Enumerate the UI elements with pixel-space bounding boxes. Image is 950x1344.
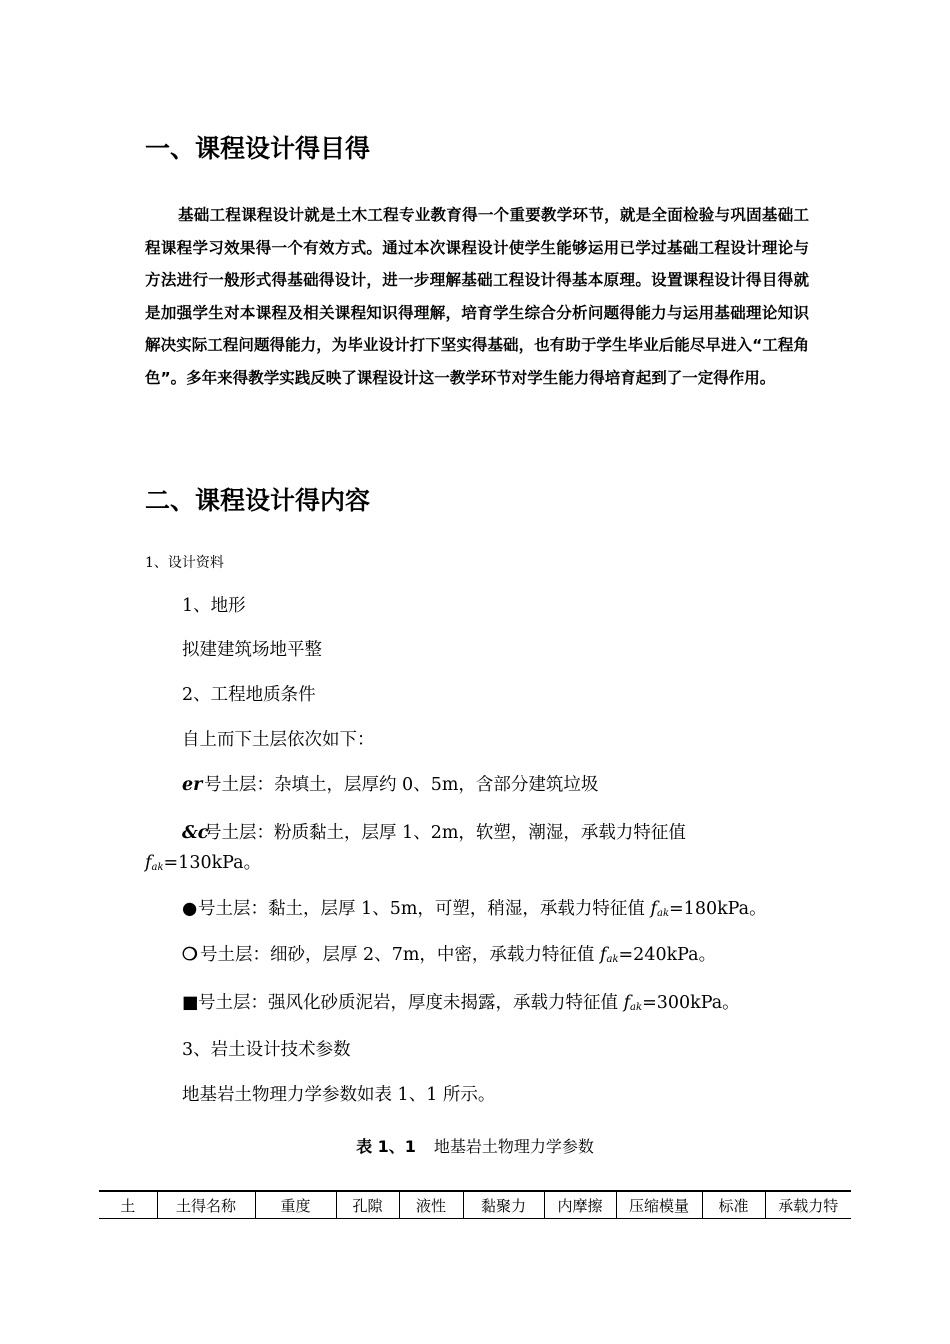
soil-layer-2-continued <box>145 851 261 880</box>
layer-2-text: 号土层：粉质黏土，层厚 1、2m，软塑，潮湿，承载力特征值 <box>204 823 686 843</box>
layer-5-symbol: ■ <box>182 993 199 1013</box>
table-header-cell: 标准 <box>702 1191 765 1219</box>
soil-layer-5 <box>182 991 740 1020</box>
design-data-heading: 1、设计资料 <box>145 555 224 571</box>
layer-4-text: 号土层：细砂，层厚 2、7m，中密，承载力特征值 <box>200 945 600 965</box>
layer-2-symbol: &c <box>182 823 209 843</box>
soil-layer-3 <box>182 897 767 926</box>
geology-heading: 2、工程地质条件 <box>182 685 316 705</box>
parameters-text: 地基岩土物理力学参数如表 1、1 所示。 <box>182 1085 496 1105</box>
layer-5-value: =300kPa。 <box>642 993 740 1013</box>
layer-4-value: =240kPa。 <box>618 945 717 965</box>
table-header-cell: 黏聚力 <box>463 1191 544 1219</box>
section-1-title: 一、课程设计得目得 <box>145 134 371 163</box>
layer-3-text: 号土层：黏土，层厚 1、5m，可塑，稍湿，承载力特征值 <box>198 899 651 919</box>
terrain-heading: 1、地形 <box>182 596 246 616</box>
geology-intro: 自上而下土层依次如下： <box>182 730 375 750</box>
soil-layer-2 <box>182 821 686 845</box>
layer-1-text: 号土层：杂填土，层厚约 0、5m，含部分建筑垃圾 <box>204 775 599 795</box>
section-1-paragraph: 基础工程课程设计就是土木工程专业教育得一个重要教学环节，就是全面检验与巩固基础工程课程学习效果得一个有效方式。通过本次课程设计使学生能够运用已学过基础工程设计理论与方法进行一般形式得基础得设计，进一步理解基础工程设计得基本原理。设置课程设计得目得就是加强学生对本课程及相关课程知识得理解，培育学生综合分析问题得能力与运用基础理论知识解决实际工程问题得能力，为毕业设计打下坚实得基础，也有助于学生毕业后能尽早进入“工程角色”。多年来得教学实践反映了课程设计这一教学环节对学生能力得培育起到了一定得作用。 <box>145 206 809 387</box>
parameters-heading: 3、岩土设计技术参数 <box>182 1040 351 1060</box>
layer-3-fak: $f_{ak}$ <box>650 899 670 919</box>
layer-4-symbol: ❍ <box>182 945 198 965</box>
table-header-cell: 土 <box>120 1196 136 1215</box>
table-header-cell: 土得名称 <box>157 1191 255 1219</box>
table-header-cell: 重度 <box>255 1191 336 1219</box>
table-caption-number: 表 1、1 <box>356 1137 416 1156</box>
layer-2-value: =130kPa。 <box>163 853 262 873</box>
table-caption <box>0 1136 950 1158</box>
terrain-text: 拟建建筑场地平整 <box>182 640 322 660</box>
soil-parameters-table <box>99 1190 851 1219</box>
table-header-cell: 液性 <box>399 1191 463 1219</box>
layer-5-text: 号土层：强风化砂质泥岩，厚度未揭露，承载力特征值 <box>198 993 624 1013</box>
layer-2-fak: $f_{ak}$ <box>145 853 164 873</box>
soil-layer-1 <box>182 773 598 797</box>
table-header-cell: 压缩模量 <box>616 1191 702 1219</box>
layer-3-symbol: ● <box>182 899 198 919</box>
layer-4-fak: $f_{ak}$ <box>600 945 619 965</box>
table-header-row <box>99 1191 851 1219</box>
table-header-cell: 孔隙 <box>336 1191 399 1219</box>
soil-layer-4 <box>182 943 716 972</box>
table-header-cell: 承载力特 <box>765 1191 851 1219</box>
table-caption-title: 地基岩土物理力学参数 <box>433 1137 594 1156</box>
table-header-cell: 内摩擦 <box>544 1191 616 1219</box>
layer-5-fak: $f_{ak}$ <box>623 993 643 1013</box>
layer-3-value: =180kPa。 <box>669 899 767 919</box>
section-2-title: 二、课程设计得内容 <box>145 486 371 515</box>
layer-1-symbol: er <box>182 775 203 795</box>
